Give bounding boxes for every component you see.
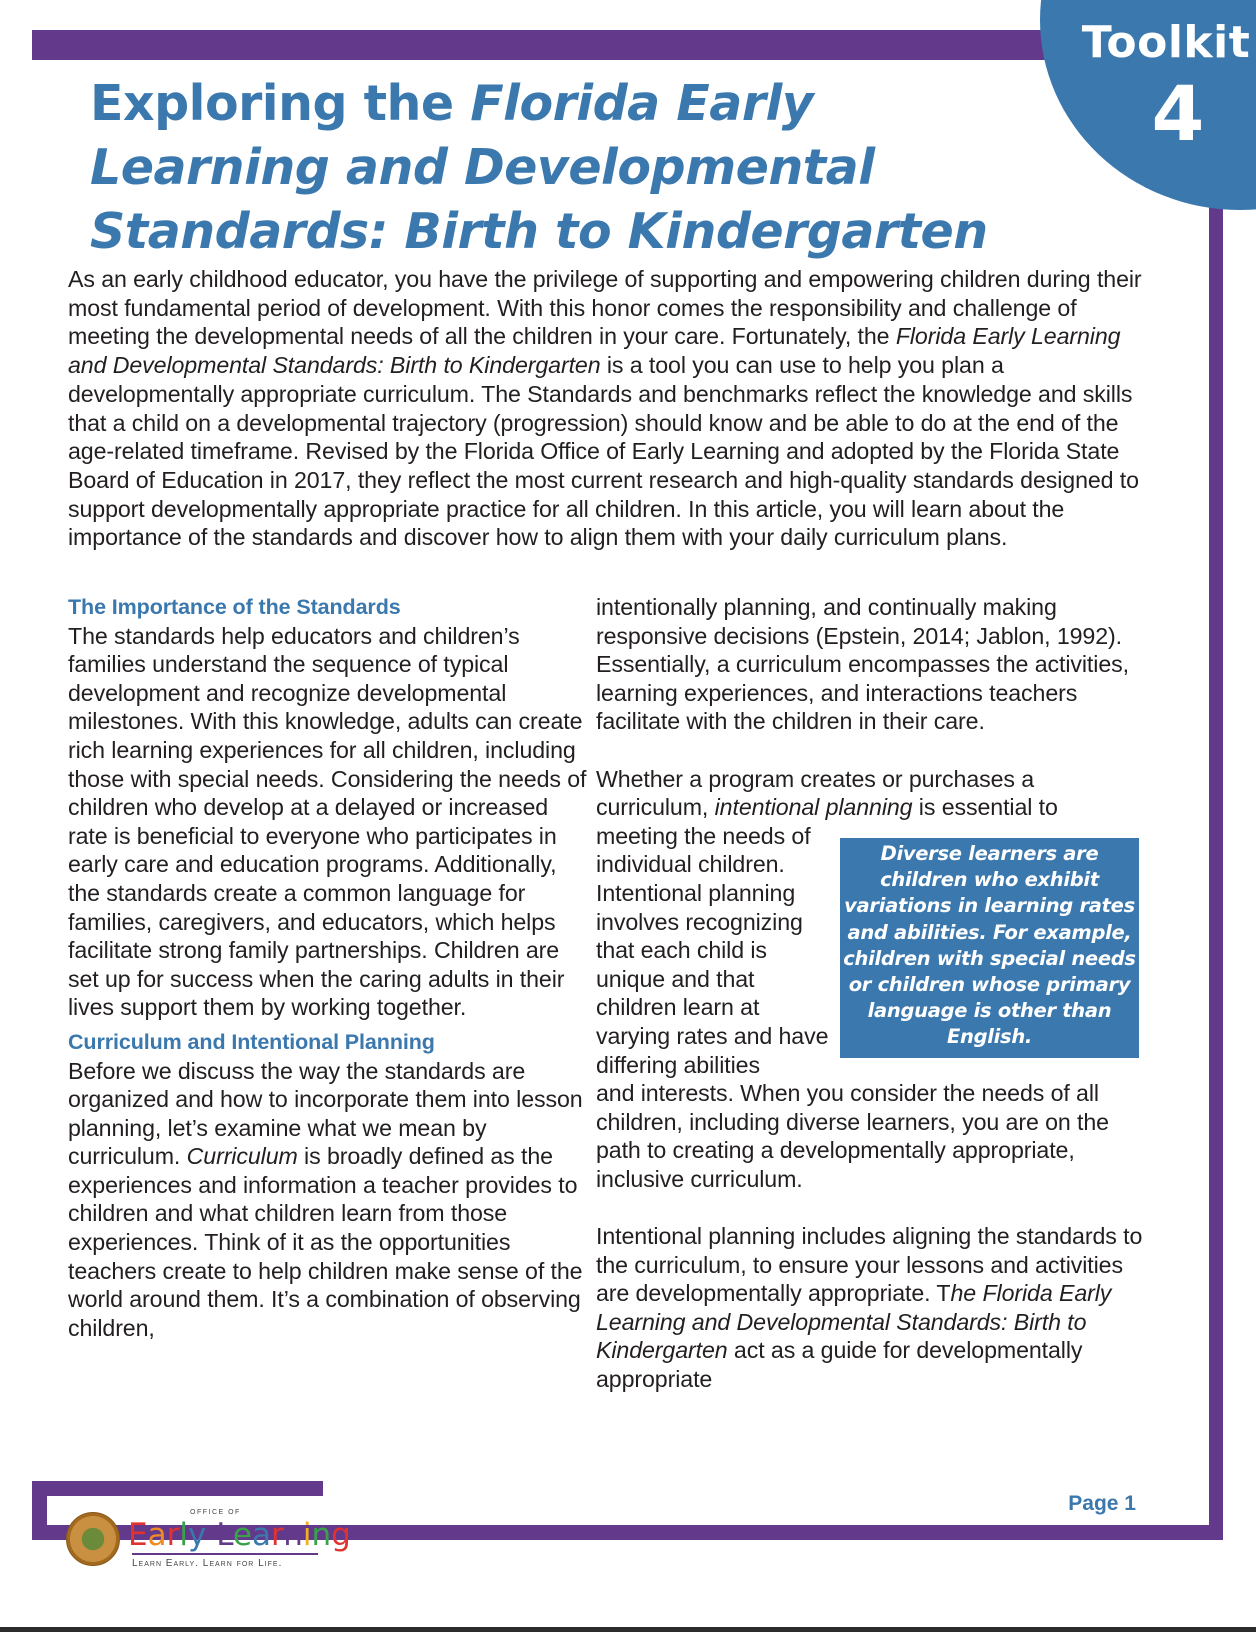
logo-letter: r (166, 1517, 180, 1553)
logo-letter: i (302, 1517, 312, 1553)
toolkit-label: Toolkit (1081, 17, 1251, 68)
heading-curriculum: Curriculum and Intentional Planning (68, 1029, 435, 1054)
para2-term: intentional planning (714, 794, 913, 821)
curriculum-paragraph (68, 1057, 588, 1343)
logo-letter: E (128, 1517, 148, 1553)
logo-office-of: OFFICE OF (190, 1509, 241, 1516)
bottom-edge-line (0, 1627, 1256, 1632)
diverse-learners-callout: Diverse learners are children who exhibit variations in learning rates and abilities. For example, children with special needs or children whose primary language is other than English. (840, 838, 1139, 1058)
toolkit-badge (1060, 14, 1256, 156)
logo-early-learning (128, 1518, 351, 1552)
logo-letter: L (216, 1517, 233, 1553)
page-title (90, 72, 1070, 264)
header-purple-bar (32, 30, 1052, 60)
logo-letter: l (179, 1517, 188, 1553)
curriculum-text-2: is broadly defined as the experiences and information a teacher provides to children and what children learn from those experiences. Think of it as the opportunities teachers create to help children make sense of the world around them. It’s a combination of observing children, (68, 1143, 583, 1341)
importance-paragraph: The standards help educators and children’s families understand the sequence of typical development and recognize developmental milestones. With this knowledge, adults can create rich learning experiences for all children, including those with special needs. Considering the needs of children who develop at a delayed or increased rate is beneficial to everyone who participates in early care and education programs. Additionally, the standards create a common language for families, caregivers, and educators, which helps facilitate strong family partnerships. Children are set up for success when the caring adults in their lives support them by working together. (68, 622, 587, 1021)
logo-letter (206, 1517, 216, 1553)
intro-standards-title: Florida Early Learning and Developmental Standards: Birth to Kindergarten (68, 323, 1121, 379)
curriculum-text-1: Before we discuss the way the standards are organized and how to incorporate them into lesson planning, let’s examine what we mean by curriculum. (68, 1057, 583, 1170)
intro-text-1: As an early childhood educator, you have the privilege of supporting and empowering children during their most fundamental period of development. With this honor comes the responsibility and challenge of meeting the developmental needs of all the children in your care. Fortunately, the (68, 266, 1142, 350)
logo-letter: n (283, 1517, 303, 1553)
logo-letter: r (271, 1517, 284, 1553)
right-paragraph-1: intentionally planning, and continually making responsive decisions (Epstein, 2014; Jablon, 1992). Essentially, a curriculum encompasses the activities, learning experiences, and interactions teachers facilitate with the children in their care. (596, 594, 1129, 735)
para3-standards-title: he Florida Early Learning and Developmental Standards: Birth to Kindergarten (596, 1280, 1112, 1364)
para3-text-1: Intentional planning includes aligning the standards to the curriculum, to ensure your lessons and activities are developmentally appropriate. T (596, 1223, 1143, 1307)
para3-text-2: act as a guide for developmentally appropriate (596, 1337, 1083, 1393)
right-paragraph-2-rest: and interests. When you consider the needs of all children, including diverse learners, you are on the path to creating a developmentally appropriate, inclusive curriculum. (596, 1080, 1109, 1192)
page-number: Page 1 (1068, 1492, 1136, 1515)
para2-text-2: is essential to (912, 794, 1058, 821)
right-paragraph-2-lead (596, 765, 1146, 822)
intro-text-2: is a tool you can use to help you plan a developmentally appropriate curriculum. The Standards and benchmarks reflect the knowledge and skills that a child on a developmental trajectory (progression) should know and be able to do at the end of the age-related timeframe. Revised by the Florida Office of Early Learning and adopted by the Florida State Board of Education in 2017, they reflect the most current research and high-quality standards designed to support developmentally appropriate practice for all children. In this article, you will learn about the importance of the standards and discover how to align them with your daily curriculum plans. (68, 352, 1139, 551)
florida-state-seal-icon (66, 1512, 120, 1566)
right-paragraph-3 (596, 1222, 1146, 1394)
logo-letter: a (147, 1517, 167, 1553)
title-italic-3: Standards: Birth to Kindergarten (90, 203, 988, 260)
title-italic-1: Florida Early (470, 75, 814, 132)
heading-importance: The Importance of the Standards (68, 595, 401, 619)
intro-paragraph (68, 265, 1148, 552)
logo-letter: e (232, 1517, 252, 1553)
title-italic-2: Learning and Developmental (90, 139, 875, 196)
logo-letter: y (187, 1517, 207, 1553)
logo-letter: g (331, 1517, 351, 1553)
logo-letter: a (252, 1517, 271, 1553)
logo-tagline: Learn Early. Learn for Life. (132, 1558, 283, 1569)
toolkit-number: 4 (1151, 69, 1205, 158)
left-column (68, 593, 588, 1342)
footer-purple-top (32, 1481, 323, 1496)
para2-text-1: Whether a program creates or purchases a curriculum, (596, 765, 1035, 821)
right-paragraph-2-wrap: meeting the needs of individual children. Intentional planning involves recognizing that each child is unique and that children learn at varying rates and have differing abilities (596, 822, 829, 1078)
title-plain: Exploring the (90, 75, 471, 132)
curriculum-term: Curriculum (186, 1143, 298, 1170)
logo-letter: n (311, 1517, 332, 1553)
right-purple-border (1209, 200, 1223, 1540)
logo-divider (132, 1553, 318, 1555)
